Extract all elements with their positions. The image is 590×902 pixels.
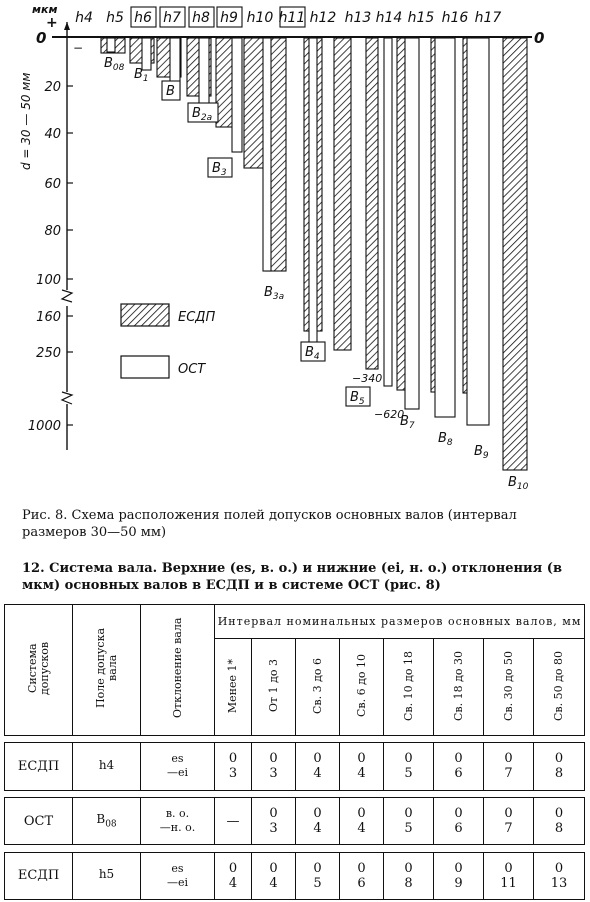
tolerance-bars (101, 38, 527, 470)
ost-label-B10: $B_{10}$ (508, 475, 529, 492)
field-labels (75, 7, 501, 27)
legend (121, 304, 215, 378)
ost-label-B3: $B_3$ (212, 161, 227, 178)
table-cell: — (215, 798, 252, 845)
ost-label-B3a: $B_{3a}$ (264, 285, 285, 302)
ost-label-B5: $B_5$ (350, 390, 365, 407)
table-cell: 0 4 (340, 798, 384, 845)
field-label-h7: h7 (163, 10, 181, 26)
field-label-h16: h16 (441, 10, 469, 26)
y-tick-20: 20 (44, 80, 61, 95)
row-field: h4 (73, 743, 141, 790)
y-tick-160: 160 (36, 310, 61, 325)
header-range-1: От 1 до 3 (252, 639, 296, 736)
ost-bar-B7 (405, 38, 419, 409)
esdp-bar-h13 (366, 38, 378, 369)
zero-left: 0 (36, 29, 47, 47)
annotation-620: −620 (374, 408, 405, 421)
ost-label-B4: $B_4$ (305, 345, 320, 362)
table-cell: 0 6 (434, 743, 484, 790)
ost-bar-B9 (467, 38, 489, 425)
figure-caption: Рис. 8. Схема расположения полей допусков основных валов (интервал размеров 30—50 мм) (22, 508, 517, 540)
table-cell: 0 4 (340, 743, 384, 790)
field-label-h12: h12 (309, 10, 337, 26)
header-range-5: Св. 18 до 30 (434, 639, 484, 736)
y-tick-40: 40 (44, 127, 61, 142)
header-range-0: Менее 1* (215, 639, 252, 736)
legend-ost-label: ОСТ (178, 362, 206, 377)
minus-label: − (73, 41, 84, 55)
table-cell: 0 3 (215, 743, 252, 790)
field-label-h14: h14 (375, 10, 403, 26)
table-cell: 0 5 (384, 743, 434, 790)
field-label-h8: h8 (192, 10, 210, 26)
field-label-h4: h4 (75, 10, 93, 26)
table-cell: 0 4 (296, 798, 340, 845)
row-field: h5 (73, 852, 141, 899)
legend-esdp-swatch (121, 304, 169, 326)
table-cell: 0 8 (534, 798, 585, 845)
legend-ost-swatch (121, 356, 169, 378)
table-cell: 0 4 (296, 743, 340, 790)
table-cell: 0 3 (252, 743, 296, 790)
ost-bar-B5 (384, 38, 392, 386)
field-label-h5: h5 (106, 10, 124, 26)
header-range-7: Св. 50 до 80 (534, 639, 585, 736)
zero-right: 0 (534, 29, 545, 47)
header-range-3: Св. 6 до 10 (340, 639, 384, 736)
y-tick-labels (28, 80, 73, 434)
table-cell: 0 11 (484, 852, 534, 899)
table-cell: 0 8 (534, 743, 585, 790)
ost-label-B7: $B_7$ (400, 414, 415, 431)
table-cell: 0 6 (434, 798, 484, 845)
row-system: ЕСДП (5, 852, 73, 899)
table-cell: 0 8 (384, 852, 434, 899)
field-label-h15: h15 (407, 10, 435, 26)
esdp-bar-h17 (503, 38, 527, 470)
table-cell: 0 13 (534, 852, 585, 899)
y-tick-250: 250 (36, 346, 61, 361)
ost-bar-B8 (435, 38, 455, 417)
row-deviation: в. о. —н. о. (141, 798, 215, 845)
field-label-h6: h6 (134, 10, 152, 26)
row-field: $B_{08}$ (73, 798, 141, 845)
table-cell: 0 5 (296, 852, 340, 899)
field-label-h13: h13 (344, 10, 372, 26)
header-interval: Интервал номинальных размеров основных валов, мм (215, 605, 585, 639)
header-range-2: Св. 3 до 6 (296, 639, 340, 736)
table-cell: 0 5 (384, 798, 434, 845)
y-tick-60: 60 (44, 177, 61, 192)
row-deviation: es —ei (141, 743, 215, 790)
ost-label-B08: $B_{08}$ (104, 56, 125, 73)
row-system: ЕСДП (5, 743, 73, 790)
header-field: Поле допуска вала (73, 605, 141, 736)
ost-label-B8: $B_8$ (438, 431, 453, 448)
esdp-bar-h12 (334, 38, 351, 350)
ost-label-B9: $B_9$ (474, 444, 489, 461)
axis-title: d = 30 — 50 мм (19, 72, 33, 170)
header-range-6: Св. 30 до 50 (484, 639, 534, 736)
field-label-h17: h17 (474, 10, 502, 26)
table-cell: 0 4 (215, 852, 252, 899)
ost-bar-B08 (107, 38, 115, 52)
ost-bar-B4 (309, 38, 317, 344)
ost-bar-B3 (232, 38, 242, 152)
legend-esdp-label: ЕСДП (178, 310, 216, 325)
ost-bar-B3a (263, 38, 271, 271)
table-title: 12. Система вала. Верхние (es, в. о.) и нижние (ei, н. о.) отклонения (в мкм) основных валов в ЕСДП и в системе ОСТ (рис. 8) (22, 561, 562, 593)
unit-label: мкм (32, 3, 58, 16)
field-label-h10: h10 (246, 10, 274, 26)
table-row (5, 798, 585, 845)
header-deviation: Отклонение вала (141, 605, 215, 736)
header-system: Система допусков (5, 605, 73, 736)
field-label-h11: h11 (278, 10, 306, 26)
annotation-340: −340 (352, 372, 383, 385)
ost-label-B: B (166, 84, 175, 99)
y-tick-80: 80 (44, 224, 61, 239)
table-cell: 0 9 (434, 852, 484, 899)
row-deviation: es —ei (141, 852, 215, 899)
table-row (5, 743, 585, 790)
y-tick-100: 100 (36, 273, 61, 288)
plus-label: + (46, 15, 58, 31)
ost-label-B1: $B_1$ (134, 67, 149, 84)
field-label-h9: h9 (220, 10, 238, 26)
header-range-4: Св. 10 до 18 (384, 639, 434, 736)
ost-label-B2a: $B_{2a}$ (192, 106, 213, 123)
y-tick-1000: 1000 (27, 419, 61, 434)
row-system: ОСТ (5, 798, 73, 845)
table-cell: 0 4 (252, 852, 296, 899)
table-cell: 0 7 (484, 798, 534, 845)
table-cell: 0 3 (252, 798, 296, 845)
table-row (5, 852, 585, 899)
table-cell: 0 6 (340, 852, 384, 899)
table-cell: 0 7 (484, 743, 534, 790)
deviation-table (4, 604, 585, 900)
ost-bar-B1 (142, 38, 151, 70)
